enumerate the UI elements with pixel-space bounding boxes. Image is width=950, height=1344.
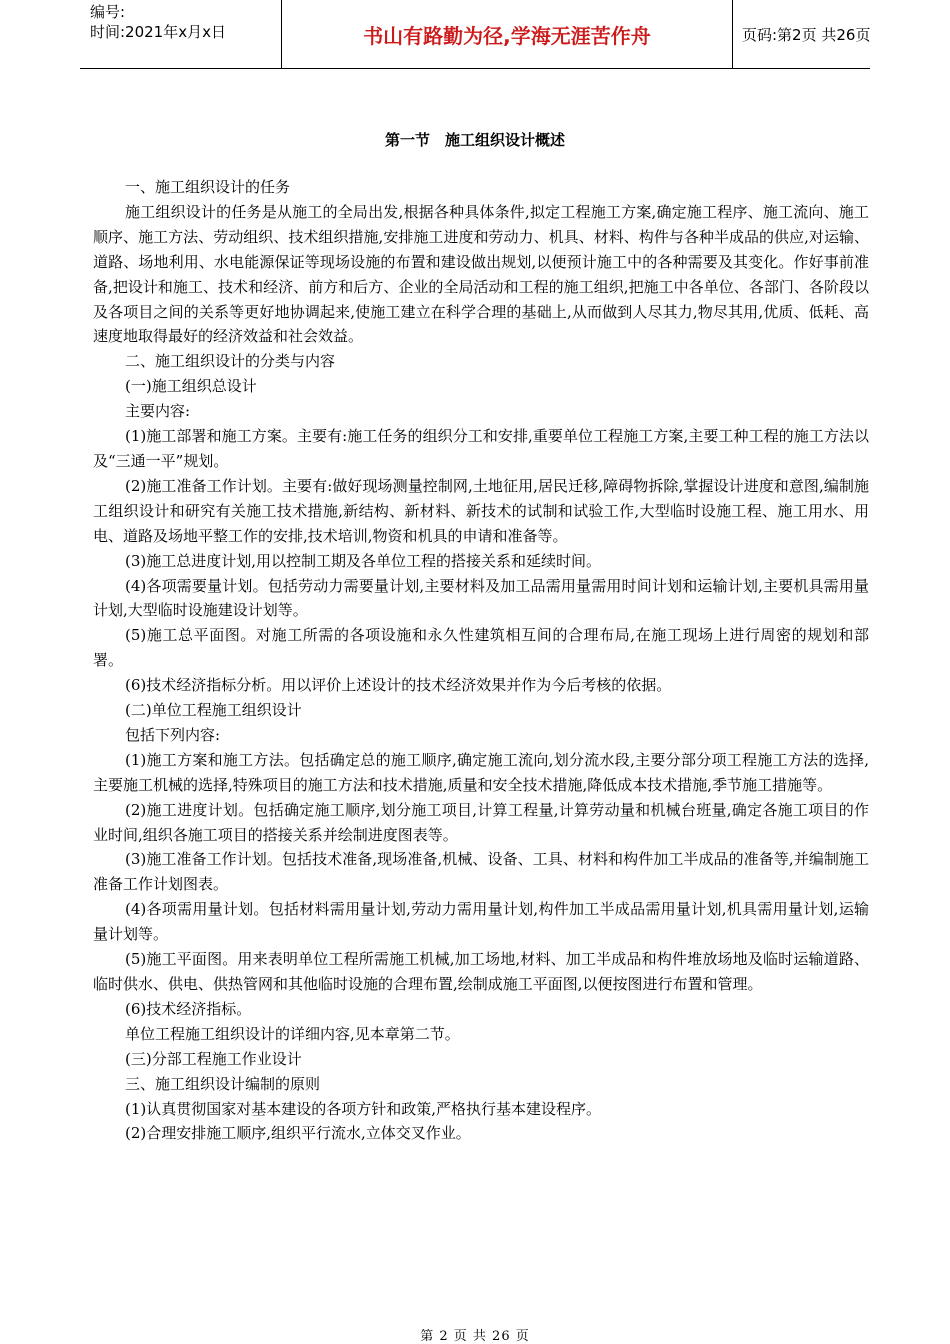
- list-item: (6)技术经济指标。: [125, 999, 252, 1018]
- page-header: [80, 0, 870, 69]
- list-item: (5)施工平面图。用来表明单位工程所需施工机械,加工场地,材料、加工半成品和构件堆放场地及临时运输道路、临时供水、供电、供热管网和其他临时设施的合理布置,绘制成施工平面图,以便按图进行布置和管理。: [93, 950, 869, 993]
- list-item: (1)认真贯彻国家对基本建设的各项方针和政策,严格执行基本建设程序。: [125, 1099, 602, 1118]
- list-item: (4)各项需用量计划。包括材料需用量计划,劳动力需用量计划,构件加工半成品需用量计划,机具需用量计划,运输量计划等。: [93, 900, 869, 944]
- paragraph: 单位工程施工组织设计的详细内容,见本章第二节。: [125, 1024, 460, 1043]
- heading-3: 三、施工组织设计编制的原则: [125, 1074, 321, 1093]
- list-item: (5)施工总平面图。对施工所需的各项设施和永久性建筑相互间的合理布局,在施工现场上进行周密的规划和部署。: [93, 626, 869, 670]
- paragraph: 包括下列内容:: [125, 725, 221, 744]
- list-item: (4)各项需要量计划。包括劳动力需要量计划,主要材料及加工品需用量需用时间计划和运输计划,主要机具需用量计划,大型临时设施建设计划等。: [93, 576, 869, 620]
- list-item: (1)施工部署和施工方案。主要有:施工任务的组织分工和安排,重要单位工程施工方案,主要工种工程的施工方法以及“三通一平”规划。: [93, 427, 869, 470]
- document-body: [93, 175, 869, 1146]
- list-item: (2)施工进度计划。包括确定施工顺序,划分施工项目,计算工程量,计算劳动量和机械台班量,确定各施工项目的作业时间,组织各施工项目的搭接关系并绘制进度图表等。: [93, 800, 869, 844]
- list-item: (3)施工总进度计划,用以控制工期及各单位工程的搭接关系和延续时间。: [125, 551, 602, 570]
- subheading: (三)分部工程施工作业设计: [125, 1049, 302, 1068]
- list-item: (1)施工方案和施工方法。包括确定总的施工顺序,确定施工流向,划分流水段,主要分部分项工程施工方法的选择,主要施工机械的选择,特殊项目的施工方法和技术措施,质量和安全技术措施,降低成本技术措施,季节施工措施等。: [93, 750, 869, 794]
- list-item: (2)合理安排施工顺序,组织平行流水,立体交叉作业。: [125, 1124, 471, 1143]
- list-item: (3)施工准备工作计划。包括技术准备,现场准备,机械、设备、工具、材料和构件加工半成品的准备等,并编制施工准备工作计划图表。: [93, 850, 869, 894]
- paragraph: 施工组织设计的任务是从施工的全局出发,根据各种具体条件,拟定工程施工方案,确定施工程序、施工流向、施工顺序、施工方法、劳动组织、技术组织措施,安排施工进度和劳动力、机具、材料、构件与各种半成品的供应,对运输、道路、场地利用、水电能源保证等现场设施的布置和建设做出规划,以便预计施工中的各种需要及其变化。作好事前准备,把设计和施工、技术和经济、前方和后方、企业的全局活动和工程的施工组织,把施工中各单位、各部门、各阶段以及各项目之间的关系等更好地协调起来,使施工建立在科学合理的基础上,从而做到人尽其力,物尽其用,优质、低耗、高速度地取得最好的经济效益和社会效益。: [93, 202, 869, 346]
- section-title: 第一节 施工组织设计概述: [384, 131, 565, 149]
- header-motto-cell: [281, 0, 733, 68]
- heading-2: 二、施工组织设计的分类与内容: [125, 352, 336, 371]
- header-page-cell: [732, 0, 870, 68]
- list-item: (2)施工准备工作计划。主要有:做好现场测量控制网,土地征用,居民迁移,障碍物拆除,掌握设计进度和意图,编制施工组织设计和研究有关施工技术措施,新结构、新材料、新技术的试制和试验工作,大型临时设施工程、施工用水、用电、道路及场地平整工作的安排,技术培训,物资和机具的申请和准备等。: [93, 476, 869, 545]
- page-footer: 第 2 页 共 26 页: [420, 1329, 530, 1344]
- header-motto: 书山有路勤为径,学海无涯苦作舟: [363, 23, 651, 48]
- subheading: (二)单位工程施工组织设计: [125, 701, 302, 720]
- heading-1: 一、施工组织设计的任务: [125, 178, 291, 196]
- paragraph: 主要内容:: [125, 402, 191, 421]
- document-time-label: 时间:2021年x月x日: [90, 23, 226, 41]
- subheading: (一)施工组织总设计: [125, 377, 257, 396]
- list-item: (6)技术经济指标分析。用以评价上述设计的技术经济效果并作为今后考核的依据。: [125, 676, 672, 695]
- header-left-cell: [80, 0, 280, 68]
- document-number-label: 编号:: [90, 3, 126, 21]
- header-page-info: 页码:第2页 共26页: [742, 25, 871, 44]
